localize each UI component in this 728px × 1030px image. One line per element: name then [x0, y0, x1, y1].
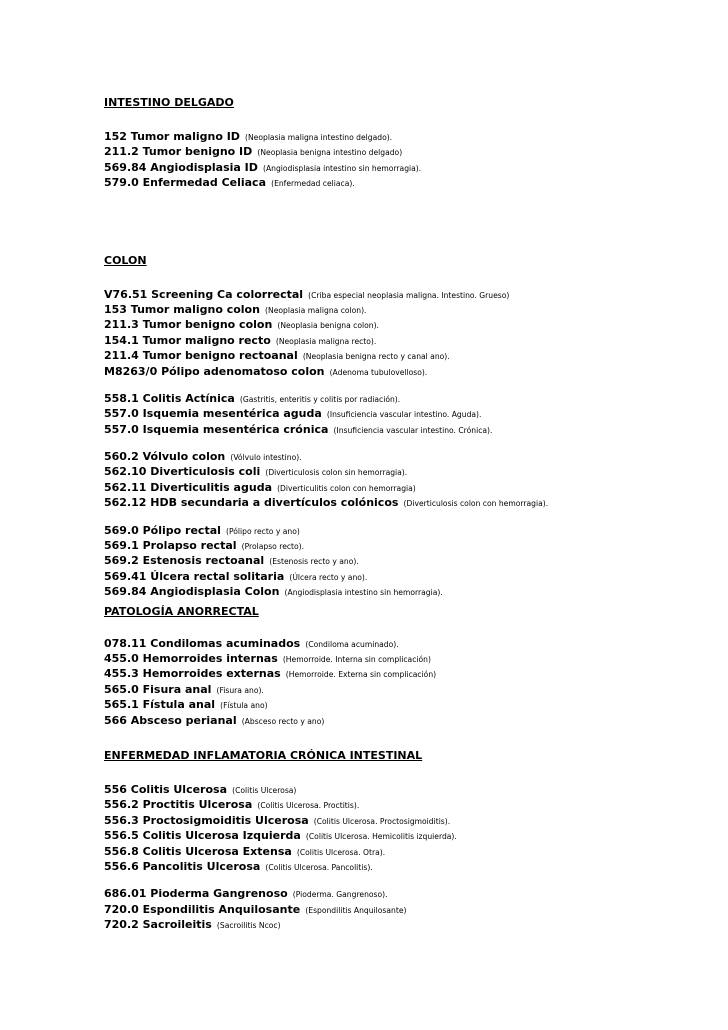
code-label: 562.10 Diverticulosis coli: [104, 465, 261, 479]
code-label: 211.4 Tumor benigno rectoanal: [104, 349, 298, 363]
code-description: (Neoplasia benigna intestino delgado): [257, 148, 403, 158]
section-intestino-delgado: [104, 95, 704, 189]
code-description: (Neoplasia maligna intestino delgado).: [245, 133, 393, 142]
code-description: (Fisura ano).: [216, 685, 264, 695]
code-entry: [104, 346, 704, 361]
code-entry: [104, 536, 704, 551]
code-entry: [104, 478, 704, 493]
code-entry: [104, 389, 704, 404]
code-entry: [104, 780, 704, 795]
code-label: 566 Absceso perianal: [104, 713, 237, 727]
code-entry: [104, 680, 704, 695]
code-description: (Úlcera recto y ano).: [289, 572, 368, 582]
code-label: 211.2 Tumor benigno ID: [104, 145, 253, 159]
section-heading: COLON: [104, 253, 147, 267]
code-label: 565.1 Fístula anal: [104, 698, 216, 712]
code-label: 455.3 Hemorroides externas: [104, 667, 281, 681]
code-entry: [104, 173, 704, 188]
code-description: (Colitis Ulcerosa. Hemicolitis izquierda).: [305, 832, 457, 842]
section-patologia-anorrectal: [104, 604, 704, 726]
code-label: 560.2 Vólvulo colon: [104, 450, 226, 464]
code-group: [104, 285, 704, 377]
code-label: 556.8 Colitis Ulcerosa Extensa: [104, 844, 292, 858]
code-group: [104, 634, 704, 726]
code-label: 556.6 Pancolitis Ulcerosa: [104, 859, 261, 873]
code-description: (Condiloma acuminado).: [305, 639, 399, 649]
code-description: (Colitis Ulcerosa. Pancolitis).: [265, 862, 373, 872]
code-description: (Pólipo recto y ano): [226, 526, 300, 536]
code-description: (Neoplasia benigna recto y canal ano).: [302, 352, 450, 362]
code-entry: [104, 158, 704, 173]
code-label: 455.0 Hemorroides internas: [104, 651, 278, 665]
code-description: (Fístula ano): [220, 701, 268, 711]
code-description: (Prolapso recto).: [241, 542, 305, 552]
code-entry: [104, 331, 704, 346]
code-description: (Insuficiencia vascular intestino. Crónica).: [333, 425, 493, 435]
code-description: (Insuficiencia vascular intestino. Aguda).: [326, 410, 482, 420]
code-label: 557.0 Isquemia mesentérica crónica: [104, 422, 329, 436]
code-label: 686.01 Pioderma Gangrenoso: [104, 887, 288, 901]
section-heading: ENFERMEDAD INFLAMATORIA CRÓNICA INTESTINAL: [104, 748, 423, 762]
code-entry: [104, 300, 704, 315]
code-label: 556.3 Proctosigmoiditis Ulcerosa: [104, 813, 309, 827]
code-description: (Neoplasia benigna colon).: [277, 321, 379, 331]
code-entry: [104, 127, 704, 142]
section-colon: [104, 253, 704, 598]
code-label: 557.0 Isquemia mesentérica aguda: [104, 407, 322, 421]
code-label: 078.11 Condilomas acuminados: [104, 636, 301, 650]
code-label: 562.11 Diverticulitis aguda: [104, 480, 272, 494]
code-label: 565.0 Fisura anal: [104, 682, 212, 696]
code-entry: [104, 900, 704, 915]
code-description: (Espondilitis Anquilosante): [305, 905, 407, 915]
code-description: (Diverticulitis colon con hemorragia): [277, 483, 416, 493]
code-label: 720.2 Sacroileitis: [104, 918, 212, 932]
code-description: (Hemorroide. Interna sin complicación): [282, 654, 431, 664]
code-label: 720.0 Espondilitis Anquilosante: [104, 902, 301, 916]
code-description: (Diverticulosis colon con hemorragia).: [403, 499, 549, 509]
code-group: [104, 127, 704, 189]
code-label: 153 Tumor maligno colon: [104, 302, 260, 316]
code-label: 579.0 Enfermedad Celiaca: [104, 176, 267, 190]
code-entry: [104, 404, 704, 419]
code-description: (Gastritis, enteritis y colitis por radiación).: [239, 394, 401, 404]
code-description: (Enfermedad celiaca).: [271, 179, 355, 189]
code-label: M8263/0 Pólipo adenomatoso colon: [104, 364, 325, 378]
code-entry: [104, 915, 704, 930]
code-label: 154.1 Tumor maligno recto: [104, 333, 271, 347]
code-entry: [104, 711, 704, 726]
code-description: (Colitis Ulcerosa. Proctitis).: [257, 801, 360, 811]
code-entry: [104, 664, 704, 679]
code-description: (Vólvulo intestino).: [230, 453, 302, 463]
code-group: [104, 389, 704, 435]
code-description: (Sacroilitis Ncoc): [216, 921, 281, 931]
code-label: 152 Tumor maligno ID: [104, 130, 240, 143]
code-description: (Estenosis recto y ano).: [269, 557, 359, 567]
code-entry: [104, 842, 704, 857]
code-group: [104, 884, 704, 930]
code-entry: [104, 826, 704, 841]
code-entry: [104, 447, 704, 462]
code-description: (Colitis Ulcerosa): [232, 785, 297, 795]
section-enfermedad-inflamatoria: [104, 748, 704, 931]
code-label: V76.51 Screening Ca colorrectal: [104, 287, 304, 301]
code-description: (Colitis Ulcerosa. Otra).: [296, 847, 386, 857]
code-description: (Pioderma. Gangrenoso).: [292, 890, 388, 900]
code-label: 569.41 Úlcera rectal solitaria: [104, 569, 285, 583]
code-entry: [104, 567, 704, 582]
code-entry: [104, 285, 704, 300]
code-entry: [104, 634, 704, 649]
code-entry: [104, 142, 704, 157]
code-label: 556 Colitis Ulcerosa: [104, 782, 228, 796]
code-label: 558.1 Colitis Actínica: [104, 391, 235, 405]
code-entry: [104, 582, 704, 597]
code-group: [104, 447, 704, 509]
code-label: 569.1 Prolapso rectal: [104, 539, 237, 553]
code-label: 569.84 Angiodisplasia ID: [104, 160, 258, 174]
code-entry: [104, 362, 704, 377]
section-heading: PATOLOGÍA ANORRECTAL: [104, 604, 259, 618]
code-entry: [104, 420, 704, 435]
code-description: (Diverticulosis colon sin hemorragia).: [265, 468, 408, 478]
code-entry: [104, 521, 704, 536]
code-entry: [104, 493, 704, 508]
code-description: (Hemorroide. Externa sin complicación): [285, 670, 437, 680]
code-entry: [104, 884, 704, 899]
code-entry: [104, 462, 704, 477]
code-description: (Criba especial neoplasia maligna. Intestino. Grueso): [308, 290, 510, 300]
code-entry: [104, 551, 704, 566]
code-entry: [104, 315, 704, 330]
code-label: 556.2 Proctitis Ulcerosa: [104, 798, 253, 812]
code-description: (Neoplasia maligna colon).: [265, 305, 367, 315]
code-description: (Colitis Ulcerosa. Proctosigmoiditis).: [313, 816, 451, 826]
code-label: 569.84 Angiodisplasia Colon: [104, 585, 280, 599]
document-page: [104, 95, 704, 930]
code-description: (Angiodisplasia intestino sin hemorragia).: [284, 588, 443, 598]
code-entry: [104, 649, 704, 664]
code-description: (Absceso recto y ano): [241, 716, 325, 726]
code-description: (Neoplasia maligna recto).: [275, 336, 377, 346]
code-entry: [104, 795, 704, 810]
code-entry: [104, 811, 704, 826]
code-label: 569.2 Estenosis rectoanal: [104, 554, 265, 568]
code-description: (Angiodisplasia intestino sin hemorragia).: [262, 163, 422, 173]
code-label: 562.12 HDB secundaria a divertículos colónicos: [104, 496, 399, 510]
code-label: 569.0 Pólipo rectal: [104, 523, 221, 537]
code-label: 556.5 Colitis Ulcerosa Izquierda: [104, 829, 301, 843]
code-label: 211.3 Tumor benigno colon: [104, 318, 273, 332]
code-group: [104, 521, 704, 598]
section-heading: INTESTINO DELGADO: [104, 96, 234, 109]
code-entry: [104, 695, 704, 710]
code-group: [104, 780, 704, 872]
code-entry: [104, 857, 704, 872]
code-description: (Adenoma tubulovelloso).: [329, 367, 428, 377]
